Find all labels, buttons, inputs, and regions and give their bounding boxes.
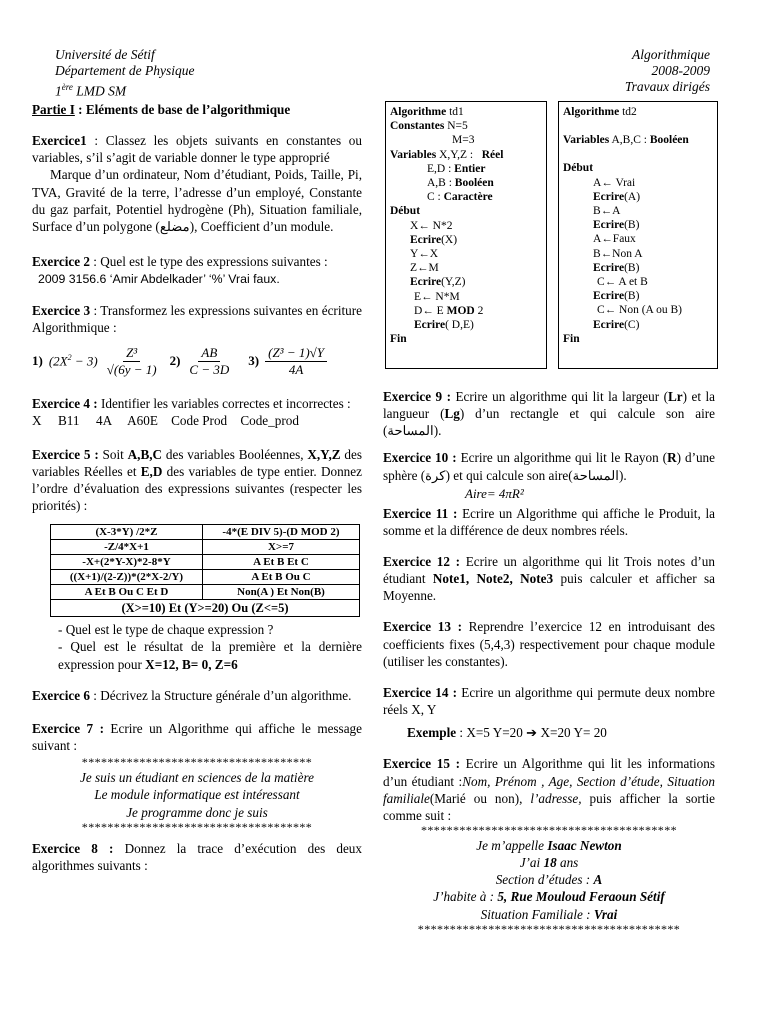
list-item: - Quel est le type de chaque expression ? bbox=[58, 621, 362, 638]
table-cell: ((X+1)/(2-Z))*(2*X-2/Y) bbox=[51, 570, 203, 585]
table-row bbox=[51, 540, 360, 555]
exercise-7: Exercice 7 : Ecrire un Algorithme qui affiche le message suivant : bbox=[32, 720, 362, 754]
message-line: Je programme donc je suis bbox=[126, 804, 268, 820]
formula-2-fraction: $\frac{AB}{C - 3D}$ bbox=[189, 344, 230, 378]
table-cell: (X-3*Y) /2*Z bbox=[51, 525, 203, 540]
stars-line: ************************************ bbox=[81, 755, 313, 770]
exercise-9: Exercice 9 : Ecrire un algorithme qui lit la largeur (Lr) et la langueur (Lg) d’un rectangle et qui calcule son aire (المساحة). bbox=[383, 389, 716, 439]
table-cell: -Z/4*X+1 bbox=[51, 540, 203, 555]
algorithm-td2-box: Algorithme td2 Variables A,B,C : Booléen Début A← Vrai Ecrire(A) B←A Ecrire(B) A←Faux B←Non A Ecrire(B) C← A et B Ecrire(B) C← Non (A ou B) Ecrire(C) Fin bbox=[558, 101, 718, 369]
exercise-1: Exercice1 : Classez les objets suivants en constantes ou variables, s’il s’agit de variable donner le type approprié Marque d’un ordinateur, Nom d’étudiant, Poids, Taille, Pi, TVA, Gravité de la terre, l’adresse d’un employé, Constante du gaz parfait, Potentiel hydrogène (Ph), Situation familiale, Surface d’un polygone (مضلع), Coefficient d’un module. bbox=[32, 133, 362, 234]
exercise-12: Exercice 12 : Ecrire un algorithme qui lit Trois notes d’un étudiant Note1, Note2, Note3 puis calculer et afficher sa Moyenne. bbox=[383, 553, 715, 604]
table-row bbox=[51, 555, 360, 570]
list-item: - Quel est le résultat de la première et la dernière expression pour X=12, B= 0, Z=6 bbox=[58, 638, 362, 672]
academic-year: 2008-2009 bbox=[651, 63, 710, 78]
stars-line: **************************************** bbox=[421, 823, 677, 838]
table-row bbox=[51, 570, 360, 585]
exercise-3: Exercice 3 : Transformez les expressions suivantes en écriture Algorithmique : bbox=[32, 303, 362, 336]
output-line: Situation Familiale : Vrai bbox=[480, 906, 618, 922]
formula-1-fraction: $\frac{\text{Z³}}{√(6y - 1)}$ bbox=[106, 344, 157, 378]
department-name: Département de Physique bbox=[55, 63, 195, 78]
right-column bbox=[383, 388, 715, 936]
exercise-2: Exercice 2 : Quel est le type des expressions suivantes : 2009 3156.6 ‘Amir Abdelkader’ ‘%’ Vrai faux. bbox=[32, 254, 328, 287]
exercise-10: Exercice 10 : Ecrire un algorithme qui lit le Rayon (R) d’une sphère (كرة) et qui calcule son aire(المساحة). bbox=[383, 450, 715, 483]
output-line: J’ai 18 ans bbox=[519, 855, 579, 871]
algorithm-td1-box: Algorithme td1 Constantes N=5 M=3 Variables X,Y,Z : Réel E,D : Entier A,B : Booléen C : Caractère Début X← N*2 Ecrire(X) Y←X Z←M Ecrire(Y,Z) E← N*M D← E MOD 2 Ecrire( D,E) Fin bbox=[385, 101, 547, 369]
exercise-11: Exercice 11 : Ecrire un Algorithme qui affiche le Produit, la somme et la différence de deux nombres réels. bbox=[383, 505, 715, 538]
message-line: Je suis un étudiant en sciences de la matière bbox=[80, 770, 314, 786]
table-cell: A Et B Et C bbox=[202, 555, 359, 570]
exercise-14: Exercice 14 : Ecrire un algorithme qui permute deux nombre réels X, Y bbox=[383, 684, 715, 718]
header-left bbox=[55, 47, 355, 100]
exercise-15: Exercice 15 : Ecrire un Algorithme qui lit les informations d’un étudiant :Nom, Prénom , Age, Section d’étude, Situation familiale(Marié ou non), l’adresse, puis afficher la sortie comme suit : bbox=[383, 756, 715, 823]
exercise-6: Exercice 6 : Décrivez la Structure générale d’un algorithme. bbox=[32, 687, 352, 703]
exercise-2-list: 2009 3156.6 ‘Amir Abdelkader’ ‘%’ Vrai faux. bbox=[38, 272, 280, 287]
table-row bbox=[51, 585, 360, 600]
table-cell: -X+(2*Y-X)*2-8*Y bbox=[51, 555, 203, 570]
table-cell: X>=7 bbox=[202, 540, 359, 555]
stars-line: ***************************************** bbox=[417, 921, 681, 936]
table-cell: Non(A ) Et Non(B) bbox=[202, 585, 359, 600]
doc-type: Travaux dirigés bbox=[624, 79, 710, 94]
exercise-8: Exercice 8 : Donnez la trace d’exécution des deux algorithmes suivants : bbox=[32, 840, 362, 873]
output-line: Section d’études : A bbox=[495, 872, 603, 888]
formula-3-fraction: $\frac{\text{(Z³ − 1)√Y}}{4A}$ bbox=[265, 345, 327, 380]
university-name: Université de Sétif bbox=[55, 47, 155, 62]
left-column bbox=[32, 101, 362, 884]
table-row bbox=[51, 525, 360, 540]
exercise-4: Exercice 4 : Identifier les variables correctes et incorrectes : X B11 4A A60E Code Prod Code_prod bbox=[32, 396, 351, 429]
exercise-14-example: Exemple : X=5 Y=20 ➔ X=20 Y= 20 bbox=[407, 725, 607, 741]
header-right bbox=[410, 47, 710, 95]
exercise-3-formulas: 1) $(2X^2 - 3)$ $\frac{\text{Z³}}{√(6y - 1)}$ 2) $\frac{AB}{C - 3D}$ 3) $\frac{\text{(Z³ − 1)√Y}}{4A}$ bbox=[32, 345, 362, 380]
part-heading: Partie I : Eléments de base de l’algorithmique bbox=[32, 102, 291, 117]
exercise-13: Exercice 13 : Reprendre l’exercice 12 en introduisant des coefficients fixes (5,4,3) respectivement pour chaque module (utiliser les constantes). bbox=[383, 619, 715, 669]
expressions-table bbox=[50, 524, 360, 617]
exercise-5: Exercice 5 : Soit A,B,C des variables Booléennes, X,Y,Z des variables Réelles et E,D des variables de type entier. Donnez l’ordre d’évaluation des expressions suivantes (respecter les priorités) : bbox=[32, 446, 362, 514]
message-line: Le module informatique est intéressant bbox=[94, 787, 300, 803]
exercise-5-questions bbox=[32, 621, 362, 672]
course-name: Algorithmique bbox=[632, 47, 710, 62]
exercise-4-list: X B11 4A A60E Code Prod Code_prod bbox=[32, 413, 299, 429]
output-line: J’habite à : 5, Rue Mouloud Feraoun Sétif bbox=[433, 889, 665, 905]
area-formula: Aire= 4πR² bbox=[465, 485, 524, 501]
table-cell: -4*(E DIV 5)-(D MOD 2) bbox=[202, 525, 359, 540]
table-row: (X>=10) Et (Y>=20) Ou (Z<=5) bbox=[51, 600, 360, 617]
table-cell: A Et B Ou C bbox=[202, 570, 359, 585]
level-label: 1ère LMD SM bbox=[55, 82, 127, 99]
table-cell: A Et B Ou C Et D bbox=[51, 585, 203, 600]
stars-line: ************************************ bbox=[81, 819, 313, 834]
output-line: Je m’appelle Isaac Newton bbox=[476, 838, 622, 854]
